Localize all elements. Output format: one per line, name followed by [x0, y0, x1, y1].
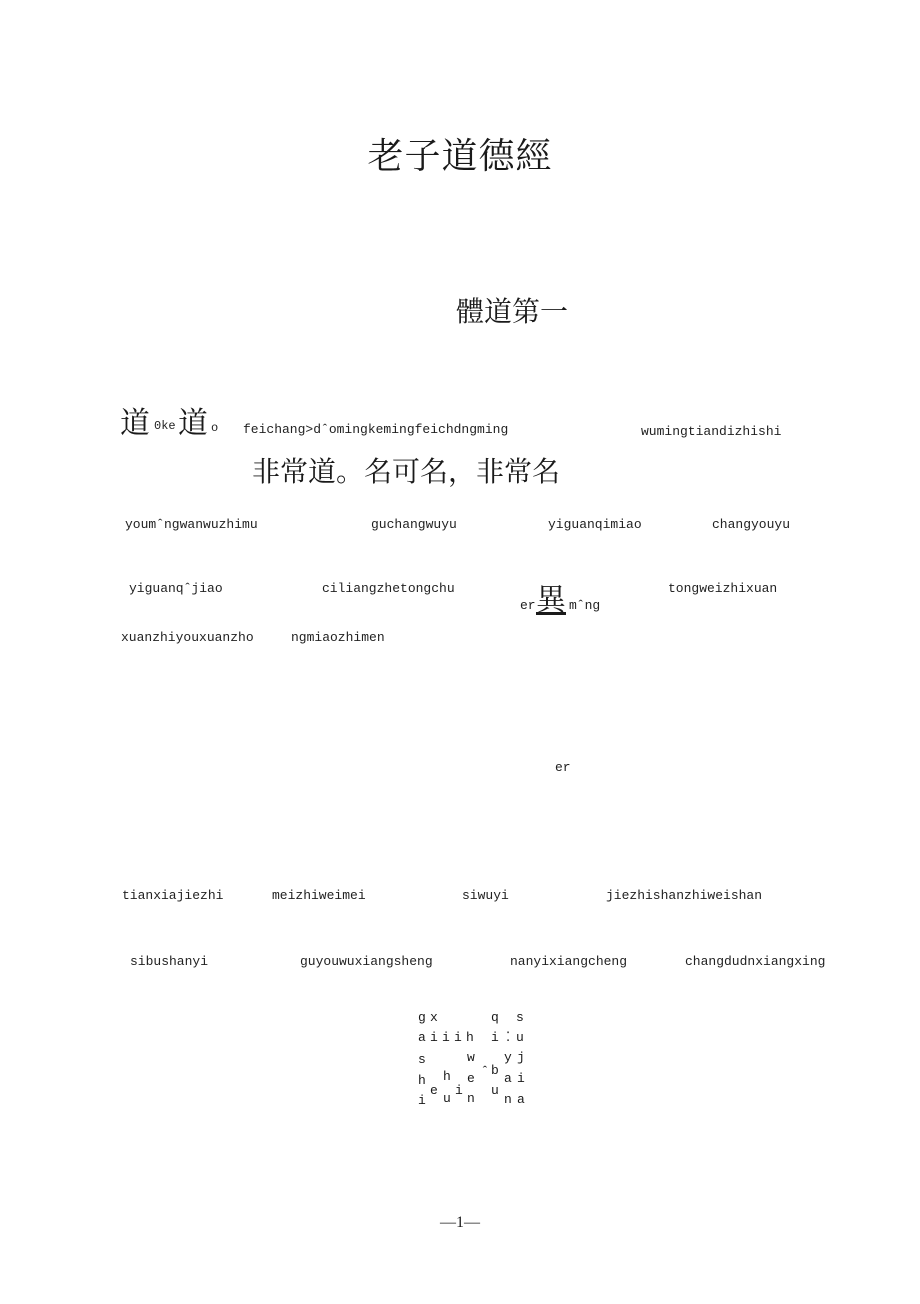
scatter-char: n: [467, 1091, 475, 1106]
pinyin-line8-1: sibushanyi: [130, 954, 209, 969]
text-sub-1: 0ke: [154, 419, 176, 433]
pinyin-line3-3: yiguanqimiao: [548, 517, 642, 532]
scatter-char: s: [516, 1010, 524, 1025]
chapter-heading: 體道第一: [456, 295, 569, 328]
scatter-char: y: [504, 1050, 512, 1065]
page-number: —1—: [440, 1214, 480, 1231]
scatter-char: q: [491, 1010, 499, 1025]
pinyin-line4-4: tongweizhixuan: [668, 581, 778, 596]
scatter-char: x: [430, 1010, 438, 1025]
scatter-char: j: [517, 1050, 525, 1065]
pinyin-line7-1: tianxiajiezhi: [122, 888, 224, 903]
scatter-char: b: [491, 1063, 499, 1078]
pinyin-line8-2: guyouwuxiangsheng: [300, 954, 433, 969]
pinyin-line1-a: feichang>dˆomingkemingfeichdngming: [243, 422, 509, 437]
scatter-char: i: [430, 1030, 438, 1045]
scatter-char: u: [516, 1030, 524, 1045]
pinyin-line7-4: jiezhishanzhiweishan: [606, 888, 763, 903]
pinyin-line6: er: [555, 760, 571, 775]
scatter-char: i: [442, 1030, 450, 1045]
scatter-char: i: [517, 1071, 525, 1086]
scatter-char: e: [430, 1083, 438, 1098]
scatter-char: n: [504, 1092, 512, 1107]
scatter-char: h: [466, 1030, 474, 1045]
text-yi: 異: [536, 583, 566, 618]
scatter-char: s: [418, 1052, 426, 1067]
text-sub-2: o: [211, 421, 219, 435]
pinyin-line3-2: guchangwuyu: [371, 517, 457, 532]
scatter-char: h: [418, 1073, 426, 1088]
pinyin-line4-pre: er: [520, 598, 536, 613]
pinyin-line7-2: meizhiweimei: [272, 888, 366, 903]
scatter-char: e: [467, 1071, 475, 1086]
pinyin-line5-2: ngmiaozhimen: [291, 630, 385, 645]
pinyin-line3-4: changyouyu: [712, 517, 791, 532]
scatter-char: i: [491, 1030, 499, 1045]
scatter-char: w: [467, 1050, 475, 1065]
document-title: 老子道德經: [367, 136, 553, 177]
pinyin-line4-post: mˆng: [569, 598, 601, 613]
scatter-char: a: [418, 1030, 426, 1045]
pinyin-line3-1: youmˆngwanwuzhimu: [125, 517, 258, 532]
scatter-char: i: [455, 1083, 463, 1098]
pinyin-line8-3: nanyixiangcheng: [510, 954, 628, 969]
scatter-char: u: [443, 1091, 451, 1106]
scatter-char: ˆ: [481, 1064, 489, 1079]
scatter-char: u: [491, 1083, 499, 1098]
text-line2: 非常道。名可名，非常名: [252, 455, 561, 488]
pinyin-line1-b: wumingtiandizhishi: [641, 424, 782, 439]
pinyin-line4-1: yiguanqˆjiao: [129, 581, 223, 596]
text-dao-2: 道: [178, 406, 208, 441]
text-dao-1: 道: [120, 406, 150, 441]
pinyin-line7-3: siwuyi: [462, 888, 509, 903]
pinyin-line4-2: ciliangzhetongchu: [322, 581, 455, 596]
scatter-char: i: [454, 1030, 462, 1045]
scatter-char: h: [443, 1069, 451, 1084]
scatter-char: g: [418, 1010, 426, 1025]
pinyin-line5-1: xuanzhiyouxuanzho: [121, 630, 254, 645]
scatter-char: a: [517, 1092, 525, 1107]
scatter-char: ⁚: [506, 1030, 511, 1045]
scatter-char: i: [418, 1093, 426, 1108]
pinyin-line8-4: changdudnxiangxing: [685, 954, 826, 969]
scatter-char: a: [504, 1071, 512, 1086]
